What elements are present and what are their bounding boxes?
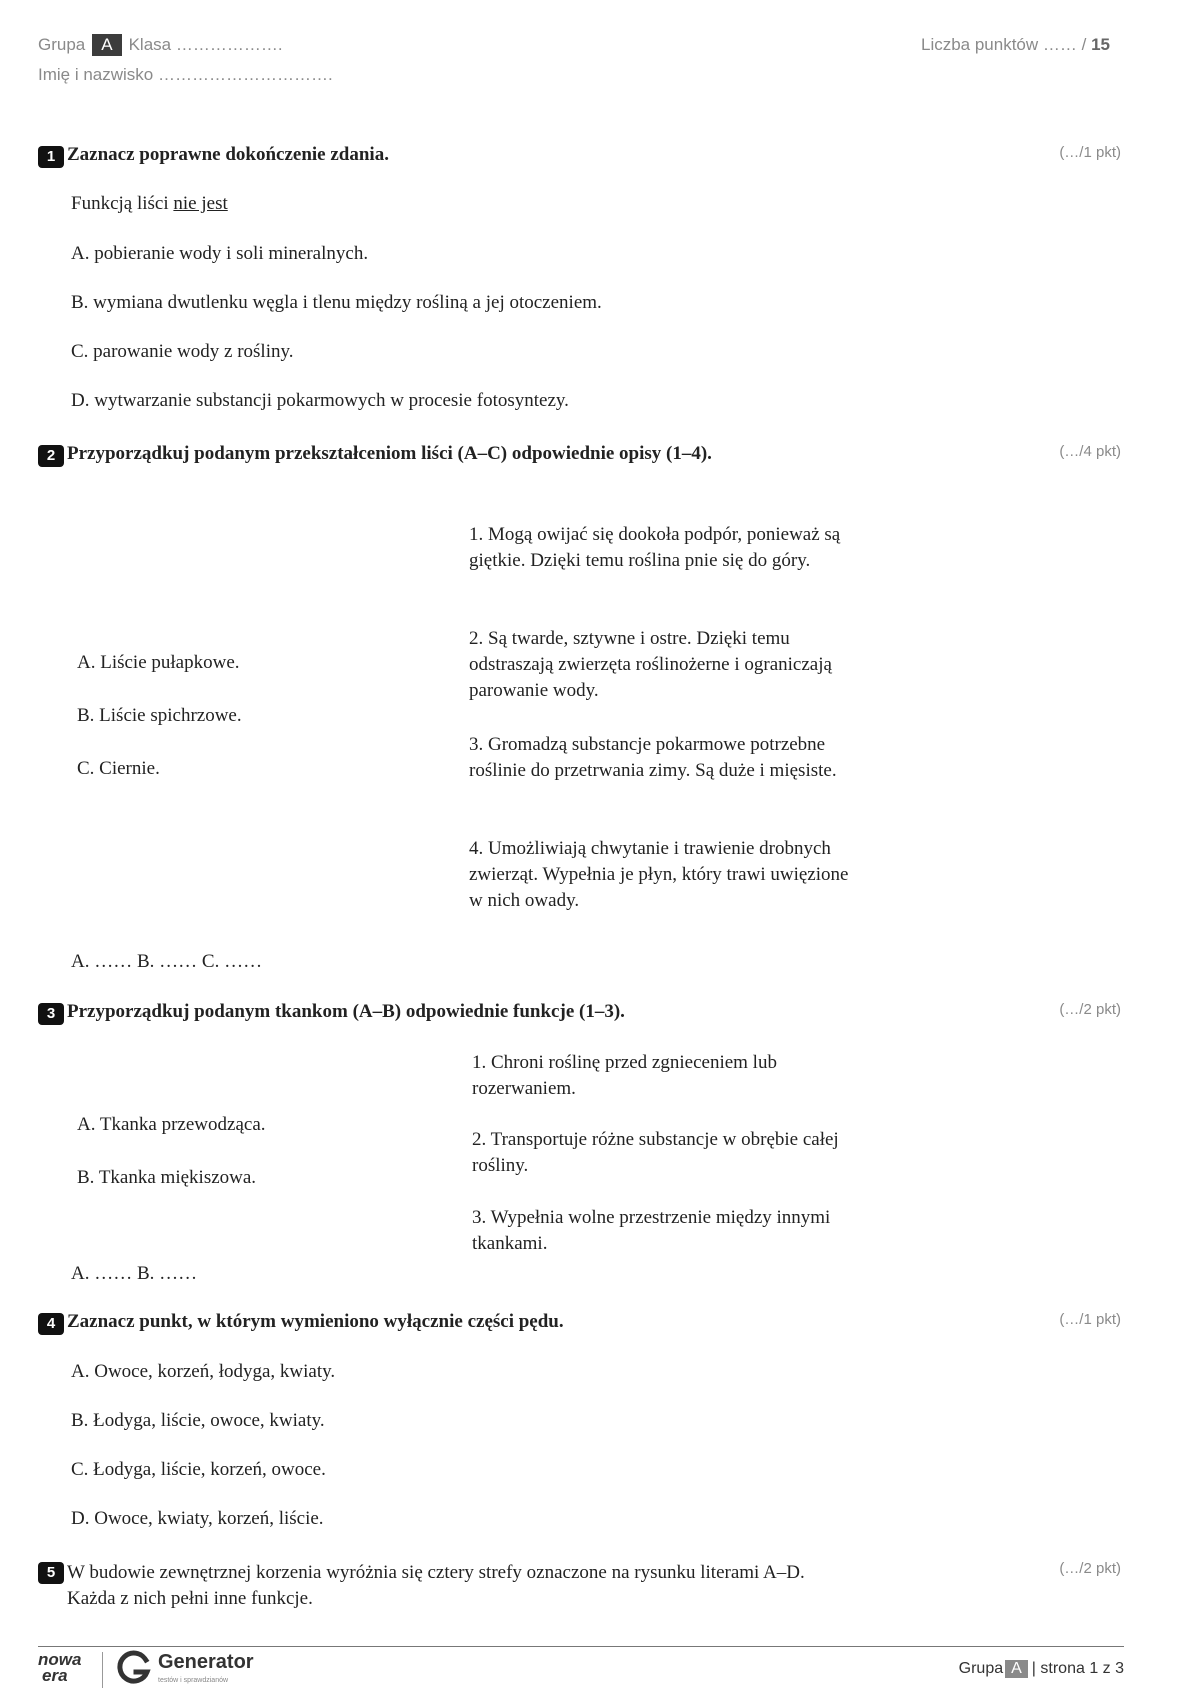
task-1-title: Zaznacz poprawne dokończenie zdania. [67,144,389,165]
generator-logo-text: Generator [158,1651,254,1673]
task-2-number: 2 [38,445,64,467]
group-line [38,30,333,60]
task-3-desc-2: 2. Transportuje różne substancje w obrębie całej rośliny. [472,1129,839,1176]
header-left [38,30,333,90]
task-4-title: Zaznacz punkt, w którym wymieniono wyłącznie części pędu. [67,1311,564,1332]
task-2-points: (…/4 pkt) [1059,443,1121,460]
task-4-option-a[interactable]: A. Owoce, korzeń, łodyga, kwiaty. [71,1361,336,1382]
nowa-era-logo [38,1652,81,1684]
group-label: Grupa [38,35,86,54]
task-5-number: 5 [38,1562,64,1584]
footer-group-label: Grupa [958,1660,1004,1677]
task-5-header [38,1560,827,1612]
task-3-left-b: B. Tkanka miękiszowa. [77,1167,257,1188]
task-3-answer[interactable]: A. …… B. …… [71,1263,198,1284]
footer-group-badge: A [1005,1660,1028,1678]
task-1-option-b[interactable]: B. wymiana dwutlenku węgla i tlenu między rośliną a jej otoczeniem. [71,292,602,313]
task-4-option-b[interactable]: B. Łodyga, liście, owoce, kwiaty. [71,1410,325,1431]
logo-separator [102,1652,103,1688]
task-2-desc-4: 4. Umożliwiają chwytanie i trawienie drobnych zwierząt. Wypełnia je płyn, który trawi uwięzione w nich owady. [469,838,849,911]
task-2-answer[interactable]: A. …… B. …… C. …… [71,951,263,972]
task-1-option-d[interactable]: D. wytwarzanie substancji pokarmowych w procesie fotosyntezy. [71,390,569,411]
class-label: Klasa ………………. [128,35,283,54]
group-badge: A [92,34,121,56]
task-5-text: W budowie zewnętrznej korzenia wyróżnia się cztery strefy oznaczone na rysunku literami A–D. Każda z nich pełni inne funkcje. [67,1562,805,1609]
logo-nowa-text: nowa [38,1650,82,1669]
generator-tagline: testów i sprawdzianów [158,1677,229,1684]
score-box [921,30,1110,60]
generator-g-icon [116,1650,152,1686]
score-total: 15 [1091,35,1110,54]
task-3-title: Przyporządkuj podanym tkankom (A–B) odpowiednie funkcje (1–3). [67,1001,625,1022]
task-4-option-c[interactable]: C. Łodyga, liście, korzeń, owoce. [71,1459,326,1480]
task-2-title: Przyporządkuj podanym przekształceniom liści (A–C) odpowiednie opisy (1–4). [67,443,712,464]
name-label: Imię i nazwisko …………………………. [38,65,333,84]
task-1-points: (…/1 pkt) [1059,144,1121,161]
task-1-stem-prefix: Funkcją liści [71,193,174,214]
task-2-desc-3: 3. Gromadzą substancje pokarmowe potrzebne roślinie do przetrwania zimy. Są duże i mięsiste. [469,734,837,781]
score-label: Liczba punktów …… / [920,35,1087,54]
task-1-option-c[interactable]: C. parowanie wody z rośliny. [71,341,294,362]
task-3-desc-3: 3. Wypełnia wolne przestrzenie między innymi tkankami. [472,1207,831,1254]
task-3-number: 3 [38,1003,64,1025]
task-2-left-c: C. Ciernie. [77,758,160,779]
task-1-number: 1 [38,146,64,168]
task-3-header [38,1001,625,1025]
logo-era-text: era [42,1666,68,1685]
task-1-header [38,144,389,168]
task-2-left-a: A. Liście pułapkowe. [77,652,240,673]
footer-page-info [959,1660,1124,1678]
task-2-header [38,443,712,467]
task-3-points: (…/2 pkt) [1059,1001,1121,1018]
task-1-option-a[interactable]: A. pobieranie wody i soli mineralnych. [71,243,369,264]
task-2-desc-2: 2. Są twarde, sztywne i ostre. Dzięki temu odstraszają zwierzęta roślinożerne i ograniczają parowanie wody. [469,628,832,701]
task-5-points: (…/2 pkt) [1059,1560,1121,1577]
task-2-left-b: B. Liście spichrzowe. [77,705,242,726]
task-1-stem-underlined: nie jest [173,193,228,214]
task-4-option-d[interactable]: D. Owoce, kwiaty, korzeń, liście. [71,1508,324,1529]
task-4-points: (…/1 pkt) [1059,1311,1121,1328]
footer-divider [38,1646,1124,1647]
task-4-header [38,1311,564,1335]
task-2-desc-1: 1. Mogą owijać się dookoła podpór, ponieważ są giętkie. Dzięki temu roślina pnie się do góry. [469,524,841,571]
footer-page-label: | strona 1 z 3 [1031,1660,1124,1677]
task-4-number: 4 [38,1313,64,1335]
task-3-left-a: A. Tkanka przewodząca. [77,1114,266,1135]
task-1-stem [71,193,228,215]
task-3-desc-1: 1. Chroni roślinę przed zgnieceniem lub rozerwaniem. [472,1052,777,1099]
